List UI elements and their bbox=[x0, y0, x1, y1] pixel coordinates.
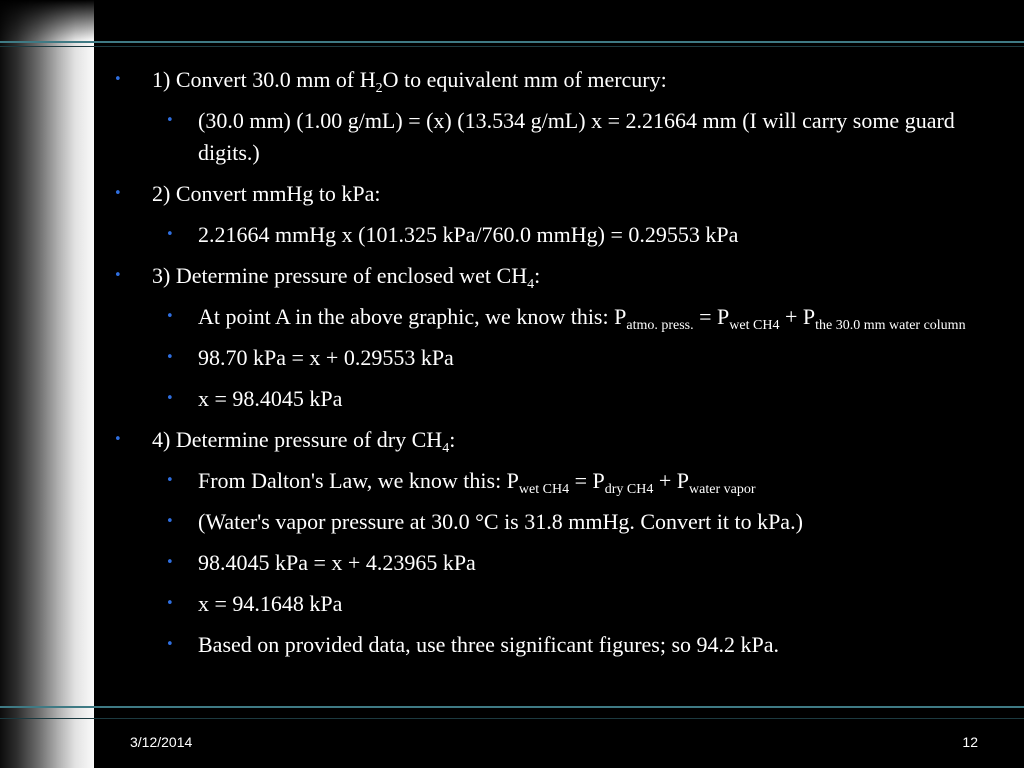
footer-page-number: 12 bbox=[962, 734, 978, 750]
sub-bullet-4-3 bbox=[108, 547, 1004, 579]
bullet-step-2 bbox=[108, 178, 1004, 210]
bullet-dot-icon: • bbox=[166, 391, 174, 406]
footer-date: 3/12/2014 bbox=[130, 734, 193, 750]
step-4-text-b: : bbox=[449, 427, 456, 452]
sub-bullet-3-1-sub-2: wet CH4 bbox=[729, 318, 780, 333]
sub-bullet-3-2-text: 98.70 kPa = x + 0.29553 kPa bbox=[198, 345, 454, 370]
sub-bullet-4-4-text: x = 94.1648 kPa bbox=[198, 591, 343, 616]
sub-bullet-3-1 bbox=[108, 301, 1004, 333]
top-rule-secondary bbox=[0, 46, 1024, 47]
sub-bullet-3-3 bbox=[108, 383, 1004, 415]
bullet-dot-icon: • bbox=[114, 268, 122, 283]
step-4-sub: 4 bbox=[442, 441, 450, 456]
top-rule bbox=[0, 41, 1024, 43]
sub-bullet-3-1-text-c: + P bbox=[779, 304, 816, 329]
sub-bullet-4-1-text-a: From Dalton's Law, we know this: P bbox=[198, 468, 519, 493]
sub-bullet-3-3-text: x = 98.4045 kPa bbox=[198, 386, 343, 411]
bullet-dot-icon: • bbox=[166, 555, 174, 570]
sub-bullet-4-1-sub-1: wet CH4 bbox=[518, 482, 570, 497]
bullet-dot-icon: • bbox=[166, 473, 174, 488]
step-4-text-a: 4) Determine pressure of dry CH bbox=[152, 427, 443, 452]
sub-bullet-3-1-sub-1: atmo. press. bbox=[626, 318, 694, 333]
bullet-dot-icon: • bbox=[166, 637, 174, 652]
sub-bullet-3-2 bbox=[108, 342, 1004, 374]
sub-bullet-3-1-text-b: = P bbox=[693, 304, 730, 329]
sub-bullet-4-2 bbox=[108, 506, 1004, 538]
bullet-step-3 bbox=[108, 260, 1004, 292]
sub-bullet-4-5-text: Based on provided data, use three significant figures; so 94.2 kPa. bbox=[198, 632, 780, 657]
step-1-text-b: O to equivalent mm of mercury: bbox=[382, 67, 667, 92]
bullet-dot-icon: • bbox=[166, 350, 174, 365]
step-2-text: 2) Convert mmHg to kPa: bbox=[152, 181, 381, 206]
bullet-step-1 bbox=[108, 64, 1004, 96]
sub-bullet-1-1 bbox=[108, 105, 1004, 169]
bullet-dot-icon: • bbox=[114, 432, 122, 447]
step-3-text-b: : bbox=[534, 263, 541, 288]
sub-bullet-4-2-text: (Water's vapor pressure at 30.0 °C is 31.8 mmHg. Convert it to kPa.) bbox=[198, 509, 803, 534]
bullet-dot-icon: • bbox=[114, 72, 122, 87]
bullet-dot-icon: • bbox=[166, 514, 174, 529]
bullet-dot-icon: • bbox=[166, 113, 174, 128]
strip-top-shade bbox=[0, 0, 94, 40]
step-3-sub: 4 bbox=[527, 277, 535, 292]
sub-bullet-3-1-text-a: At point A in the above graphic, we know this: P bbox=[198, 304, 627, 329]
sub-bullet-2-1-text: 2.21664 mmHg x (101.325 kPa/760.0 mmHg) = 0.29553 kPa bbox=[198, 222, 739, 247]
sub-bullet-4-3-text: 98.4045 kPa = x + 4.23965 kPa bbox=[198, 550, 476, 575]
sub-bullet-4-1 bbox=[108, 465, 1004, 497]
step-1-sub: 2 bbox=[375, 81, 383, 96]
bullet-dot-icon: • bbox=[166, 309, 174, 324]
left-gradient-strip bbox=[0, 0, 94, 768]
sub-bullet-2-1 bbox=[108, 219, 1004, 251]
sub-bullet-4-1-sub-2: dry CH4 bbox=[604, 482, 654, 497]
bullet-dot-icon: • bbox=[114, 186, 122, 201]
step-1-text-a: 1) Convert 30.0 mm of H bbox=[152, 67, 376, 92]
bullet-step-4 bbox=[108, 424, 1004, 456]
sub-bullet-4-5 bbox=[108, 629, 1004, 661]
bullet-dot-icon: • bbox=[166, 596, 174, 611]
sub-bullet-4-1-text-c: + P bbox=[653, 468, 690, 493]
sub-bullet-4-4 bbox=[108, 588, 1004, 620]
step-3-text-a: 3) Determine pressure of enclosed wet CH bbox=[152, 263, 528, 288]
bottom-rule-secondary bbox=[0, 718, 1024, 719]
slide-body bbox=[108, 64, 1004, 670]
sub-bullet-3-1-sub-3: the 30.0 mm water column bbox=[815, 318, 966, 333]
sub-bullet-1-1-text: (30.0 mm) (1.00 g/mL) = (x) (13.534 g/mL) x = 2.21664 mm (I will carry some guard digits.) bbox=[198, 108, 955, 165]
bullet-dot-icon: • bbox=[166, 227, 174, 242]
sub-bullet-4-1-text-b: = P bbox=[569, 468, 605, 493]
bottom-rule bbox=[0, 706, 1024, 708]
sub-bullet-4-1-sub-3: water vapor bbox=[689, 482, 756, 497]
